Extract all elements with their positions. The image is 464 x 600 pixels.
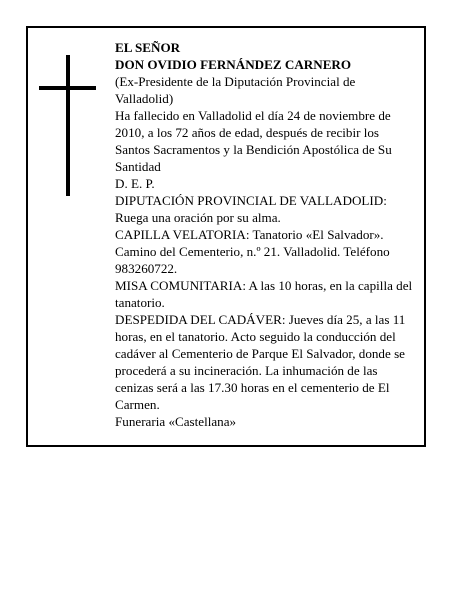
cross-icon-crossbar	[39, 86, 96, 90]
funeral-home: Funeraria «Castellana»	[115, 414, 237, 429]
institution-line: DIPUTACIÓN PROVINCIAL DE VALLADOLID: Ruega una oración por su alma.	[115, 193, 387, 225]
obituary-title: EL SEÑOR	[115, 40, 181, 55]
death-notice: Ha fallecido en Valladolid el día 24 de noviembre de 2010, a los 72 años de edad, después de recibir los Santos Sacramentos y la Bendición Apostólica de Su Santidad	[115, 108, 392, 174]
farewell-info: DESPEDIDA DEL CADÁVER: Jueves día 25, a las 11 horas, en el tanatorio. Acto seguido la conducción del cadáver al Cementerio de Parque El Salvador, donde se procederá a su incineración. La inhumación de las cenizas será a las 17.30 horas en el cementerio de El Carmen.	[115, 312, 406, 412]
obituary-text	[115, 39, 415, 430]
cross-icon	[66, 55, 70, 196]
deceased-role: (Ex-Presidente de la Diputación Provincial de Valladolid)	[115, 74, 356, 106]
mass-info: MISA COMUNITARIA: A las 10 horas, en la capilla del tanatorio.	[115, 278, 413, 310]
deceased-name: DON OVIDIO FERNÁNDEZ CARNERO	[115, 57, 352, 72]
chapel-info: CAPILLA VELATORIA: Tanatorio «El Salvador». Camino del Cementerio, n.º 21. Valladolid. Teléfono 983260722.	[115, 227, 390, 276]
rip-line: D. E. P.	[115, 176, 155, 191]
